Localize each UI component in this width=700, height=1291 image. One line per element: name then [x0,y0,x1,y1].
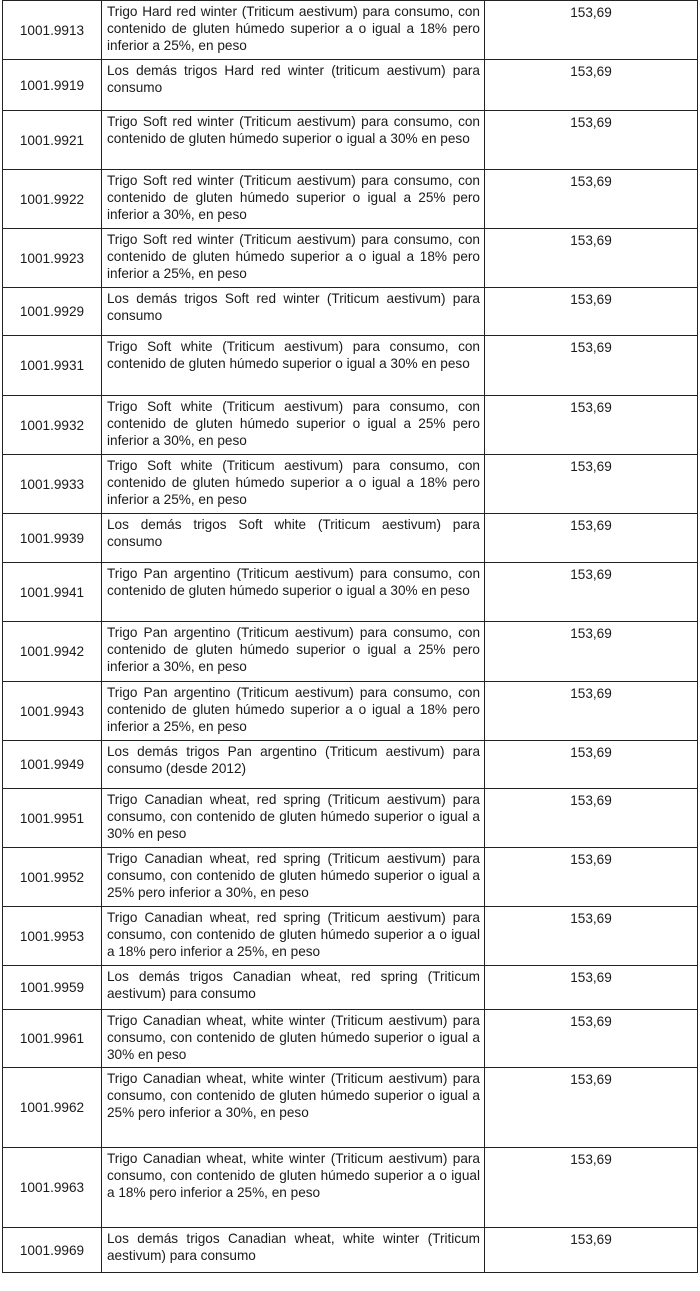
tariff-value: 153,69 [485,396,698,455]
product-description: Trigo Soft white (Triticum aestivum) para consumo, con contenido de gluten húmedo superior a o igual a 18% pero inferior a 25%, en peso [102,455,485,514]
product-description: Trigo Canadian wheat, red spring (Triticum aestivum) para consumo, con contenido de gluten húmedo superior o igual a 25% pero inferior a 30%, en peso [102,848,485,907]
tariff-code: 1001.9919 [3,60,102,111]
table-row [3,1228,698,1273]
tariff-value: 153,69 [485,622,698,682]
table-row [3,682,698,741]
tariff-code: 1001.9953 [3,907,102,966]
tariff-value: 153,69 [485,170,698,229]
table-row [3,848,698,907]
tariff-code: 1001.9939 [3,514,102,563]
product-description: Los demás trigos Soft red winter (Triticum aestivum) para consumo [102,288,485,336]
tariff-code: 1001.9921 [3,111,102,170]
product-description: Trigo Pan argentino (Triticum aestivum) para consumo, con contenido de gluten húmedo superior o igual a 25% pero inferior a 30%, en peso [102,622,485,682]
table-row [3,336,698,396]
table-row [3,789,698,848]
table-row [3,396,698,455]
product-description: Trigo Canadian wheat, red spring (Triticum aestivum) para consumo, con contenido de gluten húmedo superior a o igual a 18% pero inferior a 25%, en peso [102,907,485,966]
table-row [3,288,698,336]
table-row [3,170,698,229]
product-description: Los demás trigos Soft white (Triticum aestivum) para consumo [102,514,485,563]
tariff-value: 153,69 [485,288,698,336]
table-row [3,966,698,1010]
tariff-value: 153,69 [485,741,698,789]
tariff-code: 1001.9943 [3,682,102,741]
tariff-code: 1001.9923 [3,229,102,288]
table-row [3,229,698,288]
tariff-code: 1001.9962 [3,1068,102,1148]
table-row [3,1010,698,1068]
table-row [3,60,698,111]
tariff-code: 1001.9963 [3,1148,102,1228]
tariff-code: 1001.9969 [3,1228,102,1273]
tariff-code: 1001.9941 [3,563,102,622]
tariff-value: 153,69 [485,1148,698,1228]
product-description: Trigo Soft red winter (Triticum aestivum) para consumo, con contenido de gluten húmedo superior a o igual a 18% pero inferior a 25%, en peso [102,229,485,288]
product-description: Trigo Canadian wheat, white winter (Triticum aestivum) para consumo, con contenido de gluten húmedo superior o igual a 30% en peso [102,1010,485,1068]
tariff-value: 153,69 [485,455,698,514]
tariff-code: 1001.9952 [3,848,102,907]
tariff-value: 153,69 [485,336,698,396]
product-description: Trigo Soft white (Triticum aestivum) para consumo, con contenido de gluten húmedo superior o igual a 25% pero inferior a 30%, en peso [102,396,485,455]
table-row [3,563,698,622]
tariff-value: 153,69 [485,514,698,563]
table-row [3,111,698,170]
product-description: Trigo Soft red winter (Triticum aestivum) para consumo, con contenido de gluten húmedo superior o igual a 30% en peso [102,111,485,170]
product-description: Trigo Canadian wheat, white winter (Triticum aestivum) para consumo, con contenido de gluten húmedo superior o igual a 25% pero inferior a 30%, en peso [102,1068,485,1148]
table-row [3,907,698,966]
tariff-code: 1001.9922 [3,170,102,229]
product-description: Los demás trigos Canadian wheat, white winter (Triticum aestivum) para consumo [102,1228,485,1273]
tariff-value: 153,69 [485,682,698,741]
product-description: Trigo Pan argentino (Triticum aestivum) para consumo, con contenido de gluten húmedo superior a o igual a 18% pero inferior a 25%, en peso [102,682,485,741]
tariff-code: 1001.9949 [3,741,102,789]
tariff-code: 1001.9951 [3,789,102,848]
tariff-value: 153,69 [485,1010,698,1068]
tariff-code: 1001.9913 [3,1,102,60]
table-row [3,514,698,563]
tariff-value: 153,69 [485,966,698,1010]
table-row [3,622,698,682]
product-description: Trigo Canadian wheat, red spring (Triticum aestivum) para consumo, con contenido de gluten húmedo superior o igual a 30% en peso [102,789,485,848]
tariff-value: 153,69 [485,789,698,848]
tariff-code: 1001.9942 [3,622,102,682]
table-row [3,741,698,789]
tariff-value: 153,69 [485,848,698,907]
product-description: Los demás trigos Pan argentino (Triticum aestivum) para consumo (desde 2012) [102,741,485,789]
product-description: Trigo Pan argentino (Triticum aestivum) para consumo, con contenido de gluten húmedo superior o igual a 30% en peso [102,563,485,622]
tariff-code: 1001.9931 [3,336,102,396]
tariff-code: 1001.9932 [3,396,102,455]
product-description: Trigo Soft white (Triticum aestivum) para consumo, con contenido de gluten húmedo superior o igual a 30% en peso [102,336,485,396]
tariff-value: 153,69 [485,229,698,288]
product-description: Los demás trigos Canadian wheat, red spring (Triticum aestivum) para consumo [102,966,485,1010]
tariff-table-body [3,1,698,1273]
table-row [3,1,698,60]
tariff-value: 153,69 [485,907,698,966]
tariff-value: 153,69 [485,563,698,622]
tariff-code: 1001.9933 [3,455,102,514]
tariff-value: 153,69 [485,1228,698,1273]
tariff-value: 153,69 [485,1,698,60]
product-description: Trigo Canadian wheat, white winter (Triticum aestivum) para consumo, con contenido de gluten húmedo superior a o igual a 18% pero inferior a 25%, en peso [102,1148,485,1228]
product-description: Los demás trigos Hard red winter (triticum aestivum) para consumo [102,60,485,111]
product-description: Trigo Hard red winter (Triticum aestivum) para consumo, con contenido de gluten húmedo superior a o igual a 18% pero inferior a 25%, en peso [102,1,485,60]
table-row [3,1148,698,1228]
tariff-value: 153,69 [485,60,698,111]
tariff-value: 153,69 [485,111,698,170]
table-row [3,1068,698,1148]
table-row [3,455,698,514]
tariff-table [2,0,698,1273]
product-description: Trigo Soft red winter (Triticum aestivum) para consumo, con contenido de gluten húmedo superior o igual a 25% pero inferior a 30%, en peso [102,170,485,229]
tariff-value: 153,69 [485,1068,698,1148]
tariff-code: 1001.9961 [3,1010,102,1068]
tariff-code: 1001.9959 [3,966,102,1010]
tariff-code: 1001.9929 [3,288,102,336]
